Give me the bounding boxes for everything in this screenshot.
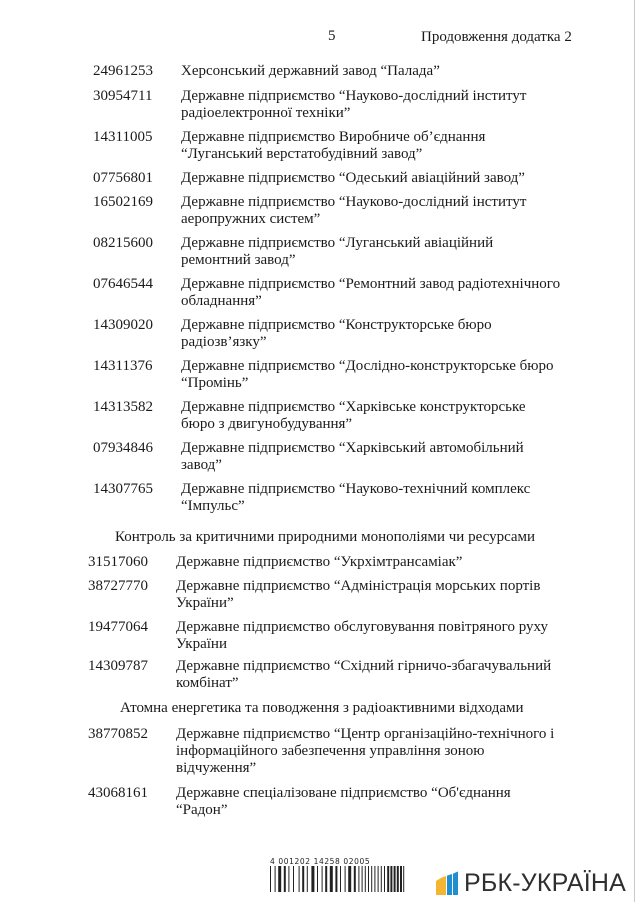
enterprise-name-line: Державне підприємство “Науково-дослідний інститут [181,194,527,210]
barcode-bar [365,866,366,892]
rbc-logo-icon [436,871,458,895]
enterprise-name [176,554,566,571]
enterprise-name [176,785,566,819]
barcode-bar [330,866,333,892]
page-number: 5 [328,28,336,44]
barcode-bar [381,866,382,892]
enterprise-name-line: Державне підприємство “Укрхімтрансаміак” [176,554,463,570]
barcode-image [270,866,408,892]
enterprise-name-line: України” [176,595,234,611]
enterprise-code: 19477064 [88,619,148,635]
enterprise-name-line: Державне підприємство “Науково-дослідний інститут [181,88,527,104]
logo-text: РБК-УКРАЇНА [464,868,626,897]
barcode-bar [354,866,356,892]
enterprise-name [181,276,571,310]
enterprise-name-line: аеропружних систем” [181,211,321,227]
enterprise-name-line: Державне підприємство “Ремонтний завод радіотехнічного [181,276,561,292]
barcode-bar [397,866,399,892]
barcode-bar [270,866,271,892]
barcode-bar [317,866,318,892]
enterprise-name-line: відчуження” [176,760,257,776]
barcode-bar [325,866,327,892]
enterprise-code: 38727770 [88,578,148,594]
enterprise-name [176,726,566,777]
barcode-bar [390,866,392,892]
enterprise-name [181,129,571,163]
section-title-nuclear: Атомна енергетика та поводження з радіоактивними відходами [120,700,524,716]
enterprise-name-line: Державне підприємство “Адміністрація морських портів [176,578,541,594]
continuation-header: Продовження додатка 2 [421,29,572,45]
enterprise-name [181,317,571,351]
barcode-bar [371,866,372,892]
section-title-monopolies: Контроль за критичними природними монополіями чи ресурсами [115,529,536,545]
enterprise-name-line: інформаційного забезпечення управління зоною [176,743,485,759]
barcode-bar [400,866,402,892]
barcode-bar [387,866,389,892]
enterprise-code: 43068161 [88,785,148,801]
enterprise-name [181,235,571,269]
enterprise-name [176,619,566,653]
barcode-bar [275,866,276,892]
enterprise-code: 14311376 [93,358,153,374]
enterprise-code: 07756801 [93,170,153,186]
barcode-bar [374,866,375,892]
barcode-bar [362,866,363,892]
enterprise-code: 07646544 [93,276,153,292]
enterprise-name-line: Державне підприємство “Харківський автомобільний [181,440,524,456]
enterprise-name [176,578,566,612]
barcode-bar [293,866,294,892]
enterprise-name [181,63,571,80]
enterprise-name-line: Державне підприємство Виробниче об’єднання [181,129,486,145]
barcode-bar [403,866,404,892]
barcode-bar [335,866,337,892]
enterprise-name-line: радіозв’язку” [181,334,267,350]
barcode-bar [345,866,346,892]
enterprise-name [181,440,571,474]
enterprise-code: 14307765 [93,481,153,497]
enterprise-name-line: “Радон” [176,802,228,818]
enterprise-name-line: “Імпульс” [181,498,245,514]
barcode-bar [384,866,385,892]
enterprise-code: 08215600 [93,235,153,251]
barcode-bar [284,866,286,892]
enterprise-code: 30954711 [93,88,153,104]
enterprise-name-line: Державне підприємство “Харківське конструкторське [181,399,526,415]
barcode-bar [378,866,379,892]
enterprise-name-line: “Луганський верстатобудівний завод” [181,146,423,162]
enterprise-code: 14309787 [88,658,148,674]
enterprise-name-line: Державне підприємство “Центр організаційно-технічного і [176,726,555,742]
enterprise-name [181,88,571,122]
enterprise-name-line: України [176,636,227,652]
enterprise-code: 24961253 [93,63,153,79]
enterprise-name-line: Державне підприємство “Науково-технічний комплекс [181,481,531,497]
barcode-bar [348,866,351,892]
barcode-bar [322,866,323,892]
barcode-bar [302,866,304,892]
enterprise-name [181,481,571,515]
enterprise-name-line: Херсонський державний завод “Палада” [181,63,440,79]
enterprise-code: 38770852 [88,726,148,742]
enterprise-name-line: Державне підприємство “Одеський авіаційний завод” [181,170,525,186]
barcode-bar [307,866,308,892]
enterprise-name-line: радіоелектронної техніки” [181,105,351,121]
enterprise-code: 14311005 [93,129,153,145]
barcode-bar [311,866,314,892]
enterprise-code: 07934846 [93,440,153,456]
enterprise-name [181,358,571,392]
enterprise-name-line: Державне підприємство “Конструкторське бюро [181,317,492,333]
enterprise-name-line: Державне спеціалізоване підприємство “Об'єднання [176,785,511,801]
rbc-ukraine-logo [436,868,626,898]
enterprise-code: 16502169 [93,194,153,210]
barcode-bar [368,866,369,892]
enterprise-code: 14313582 [93,399,153,415]
enterprise-code: 31517060 [88,554,148,570]
barcode-bar [278,866,281,892]
enterprise-name-line: Державне підприємство “Луганський авіаційний [181,235,494,251]
barcode-bar [288,866,289,892]
enterprise-name-line: Державне підприємство “Дослідно-конструкторське бюро [181,358,554,374]
enterprise-name-line: комбінат” [176,675,239,691]
enterprise-name [176,658,566,692]
enterprise-name-line: Державне підприємство обслуговування повітряного руху [176,619,548,635]
enterprise-name [181,194,571,228]
barcode-bar [358,866,359,892]
scan-edge-line [634,0,635,902]
enterprise-name-line: ремонтний завод” [181,252,296,268]
enterprise-name [181,170,571,187]
enterprise-name-line: “Промінь” [181,375,249,391]
enterprise-name-line: Державне підприємство “Східний гірничо-збагачувальний [176,658,552,674]
barcode-bar [340,866,341,892]
enterprise-name [181,399,571,433]
barcode-bar [299,866,300,892]
enterprise-code: 14309020 [93,317,153,333]
enterprise-name-line: обладнання” [181,293,262,309]
barcode-number: 4 001202 14258 02005 [270,857,371,866]
enterprise-name-line: бюро з двигунобудування” [181,416,353,432]
barcode-bar [394,866,396,892]
enterprise-name-line: завод” [181,457,222,473]
